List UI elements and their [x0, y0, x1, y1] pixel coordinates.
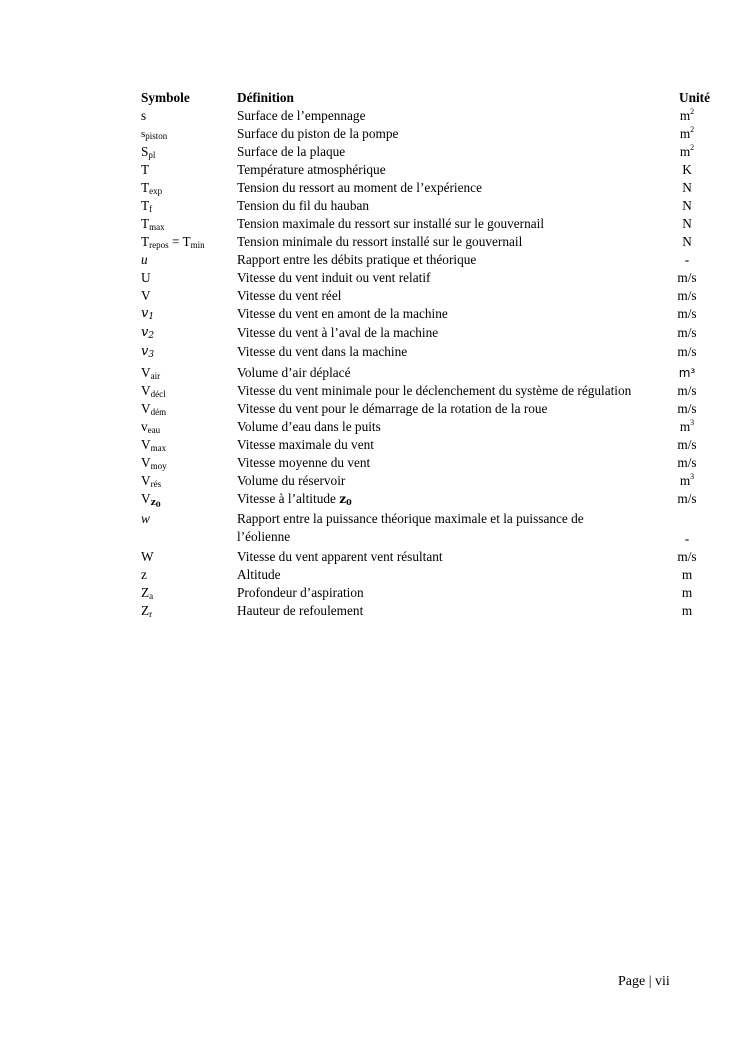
table-row	[141, 364, 713, 382]
page-footer	[618, 974, 670, 990]
table-row	[141, 269, 713, 287]
row-definition: Température atmosphérique	[237, 162, 386, 177]
header-unit: Unité	[678, 90, 710, 105]
table-row	[141, 382, 713, 400]
row-symbol: $T_{repos} = T_{min}$	[141, 234, 205, 250]
row-symbol: $S_{pl}$	[141, 144, 156, 160]
row-symbol: w	[141, 511, 150, 526]
row-unit: m	[681, 585, 693, 600]
row-symbol: $Z_r$	[141, 603, 153, 619]
row-symbol: $v_{eau}$	[141, 419, 161, 435]
row-symbol: s	[141, 108, 147, 123]
table-row	[141, 418, 713, 436]
row-unit: $m^2$	[679, 107, 695, 123]
row-symbol: $V_{décl}$	[141, 383, 166, 399]
table-row	[141, 490, 713, 508]
row-unit: -	[684, 252, 690, 267]
table-row	[141, 287, 713, 305]
table-row	[141, 436, 713, 454]
page-separator: |	[648, 974, 652, 989]
table-row	[141, 305, 713, 323]
table-row	[141, 454, 713, 472]
row-definition: Vitesse maximale du vent	[237, 437, 374, 452]
row-unit: $m^2$	[679, 143, 695, 159]
table-row	[141, 215, 713, 233]
row-definition: Vitesse du vent pour le démarrage de la rotation de la roue	[237, 401, 548, 416]
row-symbol: $V_{air}$	[141, 365, 161, 381]
row-symbol: u	[141, 252, 148, 267]
row-definition: Vitesse du vent réel	[237, 288, 342, 303]
row-unit: m/s	[677, 270, 697, 285]
row-symbol: $T_{exp}$	[141, 180, 163, 196]
row-unit: K	[682, 162, 692, 177]
row-unit: m/s	[677, 325, 697, 340]
row-unit: N	[682, 180, 692, 195]
row-symbol: $Z_a$	[141, 585, 154, 601]
row-definition: Vitesse du vent apparent vent résultant	[237, 549, 443, 564]
row-definition: Vitesse à l’altitude $z_0$	[237, 491, 352, 507]
row-definition: Tension minimale du ressort installé sur le gouvernail	[237, 234, 523, 249]
table-row	[141, 161, 713, 179]
row-symbol: U	[141, 270, 151, 285]
row-symbol: $V_{dém}$	[141, 401, 167, 417]
row-definition: Hauteur de refoulement	[237, 603, 364, 618]
row-symbol: $v_2$	[141, 325, 155, 341]
table-row	[141, 510, 713, 546]
table-row	[141, 343, 713, 361]
table-row	[141, 472, 713, 490]
row-symbol: $v_3$	[141, 344, 155, 360]
row-unit: N	[682, 216, 692, 231]
row-symbol: $T_{max}$	[141, 216, 165, 232]
row-definition: Surface de l’empennage	[237, 108, 366, 123]
table-row	[141, 197, 713, 215]
row-symbol: T	[141, 162, 150, 177]
table-row	[141, 584, 713, 602]
row-symbol: V	[141, 288, 151, 303]
row-definition: Volume d’air déplacé	[237, 365, 351, 380]
row-unit: m/s	[677, 491, 697, 506]
row-unit: m/s	[677, 306, 697, 321]
row-definition: Rapport entre les débits pratique et théorique	[237, 252, 477, 267]
row-unit: m/s	[677, 549, 697, 564]
row-definition: Vitesse du vent dans la machine	[237, 344, 408, 359]
row-definition: Surface de la plaque	[237, 144, 346, 159]
row-unit: m/s	[677, 383, 697, 398]
row-symbol: $T_f$	[141, 198, 153, 214]
row-definition: Vitesse du vent minimale pour le déclenchement du système de régulation	[237, 383, 632, 398]
page-label: Page	[618, 974, 646, 989]
row-definition: Profondeur d’aspiration	[237, 585, 364, 600]
row-unit: m/s	[677, 344, 697, 359]
row-unit: m/s	[677, 455, 697, 470]
row-definition: Vitesse du vent à l’aval de la machine	[237, 325, 439, 340]
table-row	[141, 251, 713, 269]
table-row	[141, 179, 713, 197]
row-unit: N	[682, 234, 692, 249]
table-row	[141, 107, 713, 125]
row-definition: Vitesse du vent induit ou vent relatif	[237, 270, 431, 285]
table-row	[141, 566, 713, 584]
row-unit: m	[681, 567, 693, 582]
row-symbol: $V_{z_0}$	[141, 491, 161, 509]
row-unit: m³	[678, 366, 696, 380]
row-unit: -	[684, 531, 690, 546]
header-definition: Définition	[237, 90, 294, 105]
row-unit: N	[682, 198, 692, 213]
table-row	[141, 602, 713, 620]
row-definition: Rapport entre la puissance théorique maximale et la puissance de l’éolienne	[237, 511, 584, 544]
table-row	[141, 143, 713, 161]
row-definition: Vitesse du vent en amont de la machine	[237, 306, 448, 321]
table-row	[141, 324, 713, 342]
table-row	[141, 548, 713, 566]
row-definition: Tension maximale du ressort sur installé sur le gouvernail	[237, 216, 545, 231]
row-symbol: $s_{piston}$	[141, 128, 168, 141]
table-row	[141, 233, 713, 251]
row-symbol: $V_{rés}$	[141, 473, 162, 489]
row-unit: $m^2$	[679, 125, 695, 141]
row-symbol: $V_{max}$	[141, 437, 167, 453]
row-unit: $m^3$	[679, 472, 695, 488]
row-unit: m/s	[677, 401, 697, 416]
row-definition: Altitude	[237, 567, 281, 582]
row-definition: Volume du réservoir	[237, 473, 346, 488]
row-unit: m/s	[677, 288, 697, 303]
header-symbol: Symbole	[141, 90, 190, 105]
row-definition: Vitesse moyenne du vent	[237, 455, 371, 470]
row-unit: m	[681, 603, 693, 618]
row-definition: Surface du piston de la pompe	[237, 126, 399, 141]
row-unit: $m^3$	[679, 418, 695, 434]
row-symbol: $v_1$	[141, 306, 155, 322]
row-definition: Tension du fil du hauban	[237, 198, 370, 213]
row-symbol: z	[141, 567, 147, 582]
row-symbol: W	[141, 549, 154, 564]
row-symbol: $V_{moy}$	[141, 455, 167, 471]
table-header	[141, 89, 713, 107]
page-number: vii	[655, 974, 670, 989]
symbols-table	[141, 89, 713, 620]
table-row	[141, 125, 713, 143]
table-row	[141, 400, 713, 418]
row-definition: Volume d’eau dans le puits	[237, 419, 381, 434]
row-definition: Tension du ressort au moment de l’expérience	[237, 180, 482, 195]
row-unit: m/s	[677, 437, 697, 452]
